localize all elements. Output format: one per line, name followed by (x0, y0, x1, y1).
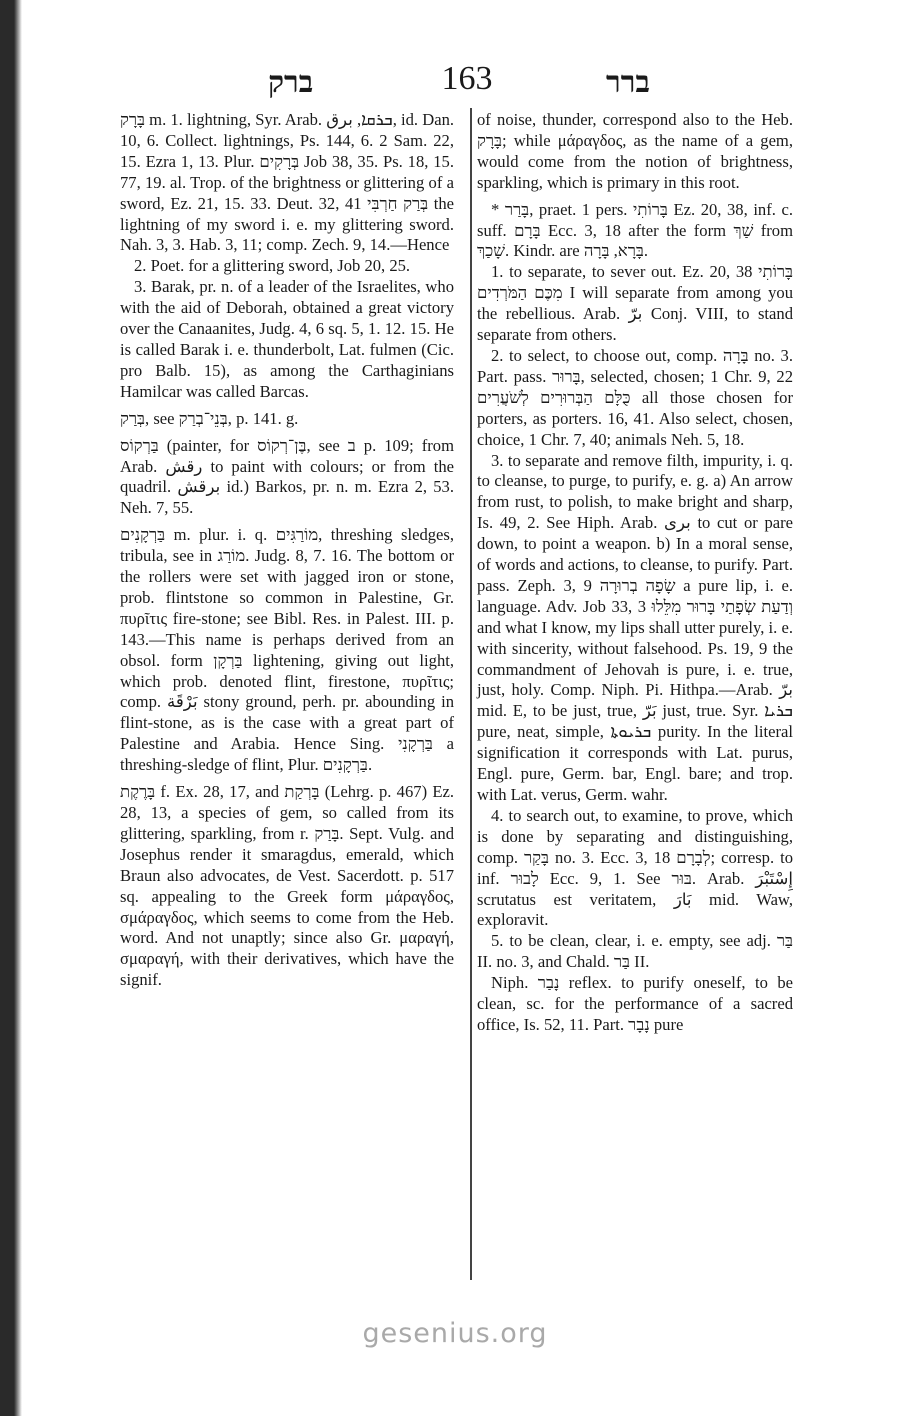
entry-berak: בְּרַק, see בְּנֵי־בְרַק, p. 141. g. (120, 408, 299, 428)
entry-barar: * בָּרַר, praet. 1 pers. בָּרוֹתִי Ez. 20, 38, inf. c. suff. בָּרָם Ecc. 3, 18 after the form שַׁךְ from שָׁכַךְ. Kindr. are בָּרָא, בָּרָה. (477, 199, 794, 261)
left-column (120, 110, 454, 991)
entry-barkanim: בַּרְקָנִים m. plur. i. q. מוֹרַגִּים, threshing sledges, tribula, see in מוֹרַג. Judg. 8, 7. 16. The bottom or the rollers were set with jagged iron or stone, prob. flintstone so common in Palestine, Gr. πυρῖτις fire-stone; see Bibl. Res. in Palest. III. p. 143.—This name is perhaps derived from an obsol. form בַּרְקָן lightening, giving out light, which prob. denoted flint, firestone, πυρῖτις; comp. بَرْقَة stony ground, perh. pr. abounding in flint-stone, as is the case with a great part of Palestine and Arabia. Hence Sing. בַּרְקָנִי a threshing-sledge of flint, Plur. בַּרְקָנִים. (120, 525, 455, 775)
entry-barak: בָּרָק m. 1. lightning, Syr. Arab. ܒܪܩܐ, برق, id. Dan. 10, 6. Collect. lightnings, Ps. 144, 6. 2 Sam. 22, 15. Ezra 1, 13. Plur. בְּרָקִים Job 38, 35. Ps. 18, 15. 77, 19. al. Trop. of the brightness or glittering of a sword, Ez. 21, 15. 33. Deut. 32, 41 בְּרַק חַרְבִּי the lightning of my sword i. e. my glittering sword. Nah. 3, 3. Hab. 3, 11; comp. Zech. 9, 14.—Hence (120, 110, 455, 255)
entry-barar-sense-5: 5. to be clean, clear, i. e. empty, see adj. בַּר II. no. 3, and Chald. בַּר II. (477, 931, 793, 972)
entry-barak-sense-3: 3. Barak, pr. n. of a leader of the Israelites, who with the aid of Deborah, obtained a great victory over the Canaanites, Judg. 4, 6 sq. 5, 1. 12. 15. He is called Barak i. e. thunderbolt, Lat. fulmen (Cic. pro Balb. 15), as among the Carthaginians Hamilcar was called Barcas. (120, 277, 454, 401)
entry-bareketh-continued: of noise, thunder, correspond also to the Heb. בָּרָק; while μάραγδος, as the name of a gem, would come from the notion of brightness, sparkling, which is primary in this root. (477, 110, 793, 192)
entry-barar-sense-3: 3. to separate and remove filth, impurity, i. q. to cleanse, to purge, to purify, e. g. a) An arrow from rust, to polish, to make bright and sharp, Is. 49, 2. See Hiph. Arab. برى to cut or pare down, to point a weapon. b) In a moral sense, of words and actions, to cleanse, to purify. Part. pass. Zeph. 3, 9 שָׂפָה בְרוּרָה a pure lip, i. e. language. Adv. Job 33, 3 וְדַעַת שְׂפָתַי בָּרוּר מִלֵּלוּ and what I know, my lips shall utter purely, i. e. with sincerity, without falsehood. Ps. 19, 9 the commandment of Jehovah is pure, i. e. true, just, holy. Comp. Niph. Pi. Hithpa.—Arab. برّ mid. E, to be just, true, بَرّ just, true. Syr. ܒܪܝܐ pure, neat, simple, ܒܪܝܘܬܐ purity. In the literal signification it corresponds with Lat. purus, Engl. pure, Germ. bar, Engl. bare; and trop. with Lat. verus, Germ. wahr. (477, 450, 794, 804)
header-guide-word-right: ברר (606, 66, 650, 99)
entry-barar-sense-1: 1. to separate, to sever out. Ez. 20, 38 בָּרוֹתִי מִכֶּם הַמֹּרְדִים I will separate from among you the rebellious. Arab. برّ Conj. VIII, to stand separate from others. (477, 262, 793, 345)
page-number: 163 (441, 60, 493, 97)
header-guide-word-left: ברק (268, 66, 314, 99)
entry-bareketh: בָּרֶקֶת f. Ex. 28, 17, and בָּרְקַת (Lehrg. p. 467) Ez. 28, 13, a species of gem, so called from its glittering, sparkling, from r. בָּרַק. Sept. Vulg. and Josephus render it smaragdus, emerald, which Braun also advocates, de Vest. Sacerdott. p. 517 sq. appealing to the Greek form μάραγδος, σμάραγδος, which seems to come from the Heb. word. And not unaptly; since also Gr. μαραγή, σμαραγή, with their derivatives, which have the signif. (120, 782, 454, 990)
entry-barar-sense-2: 2. to select, to choose out, comp. בָּרָה no. 3. Part. pass. בָּרוּר, selected, chosen; 1 Chr. 9, 22 כֻּלָּם הַבְּרוּרִים לְשֹׁעֲרִים all those chosen for porters, as porters. 16, 41. Also select, chosen, choice, 1 Chr. 7, 40; animals Neh. 5, 18. (477, 345, 794, 449)
site-watermark: gesenius.org (362, 1318, 548, 1349)
entry-barak-sense-2: 2. Poet. for a glittering sword, Job 20, 25. (134, 256, 411, 276)
column-divider (470, 108, 472, 1280)
right-column (477, 110, 793, 1036)
entry-barar-niphal: Niph. נָבַר reflex. to purify oneself, to be clean, sc. for the performance of a sacred office, Is. 52, 11. Part. נָבָר pure (477, 973, 794, 1034)
entry-barkos: בַּרְקוֹס (painter, for בֶּן־רְקוֹס, see ב p. 109; from Arab. رقش to paint with colours; or from the quadril. برقش id.) Barkos, pr. n. m. Ezra 2, 53. Neh. 7, 55. (120, 435, 455, 518)
entry-barar-sense-4: 4. to search out, to examine, to prove, which is done by separating and distinguishing, comp. בָּקַר no. 3. Ecc. 3, 18 לְבָרָם; corresp. to inf. לָבוּר Ecc. 9, 1. See בּוּר. Arab. إِسْتَبْرَ scrutatus est veritatem, بَارَ mid. Waw, exploravit. (477, 805, 794, 930)
